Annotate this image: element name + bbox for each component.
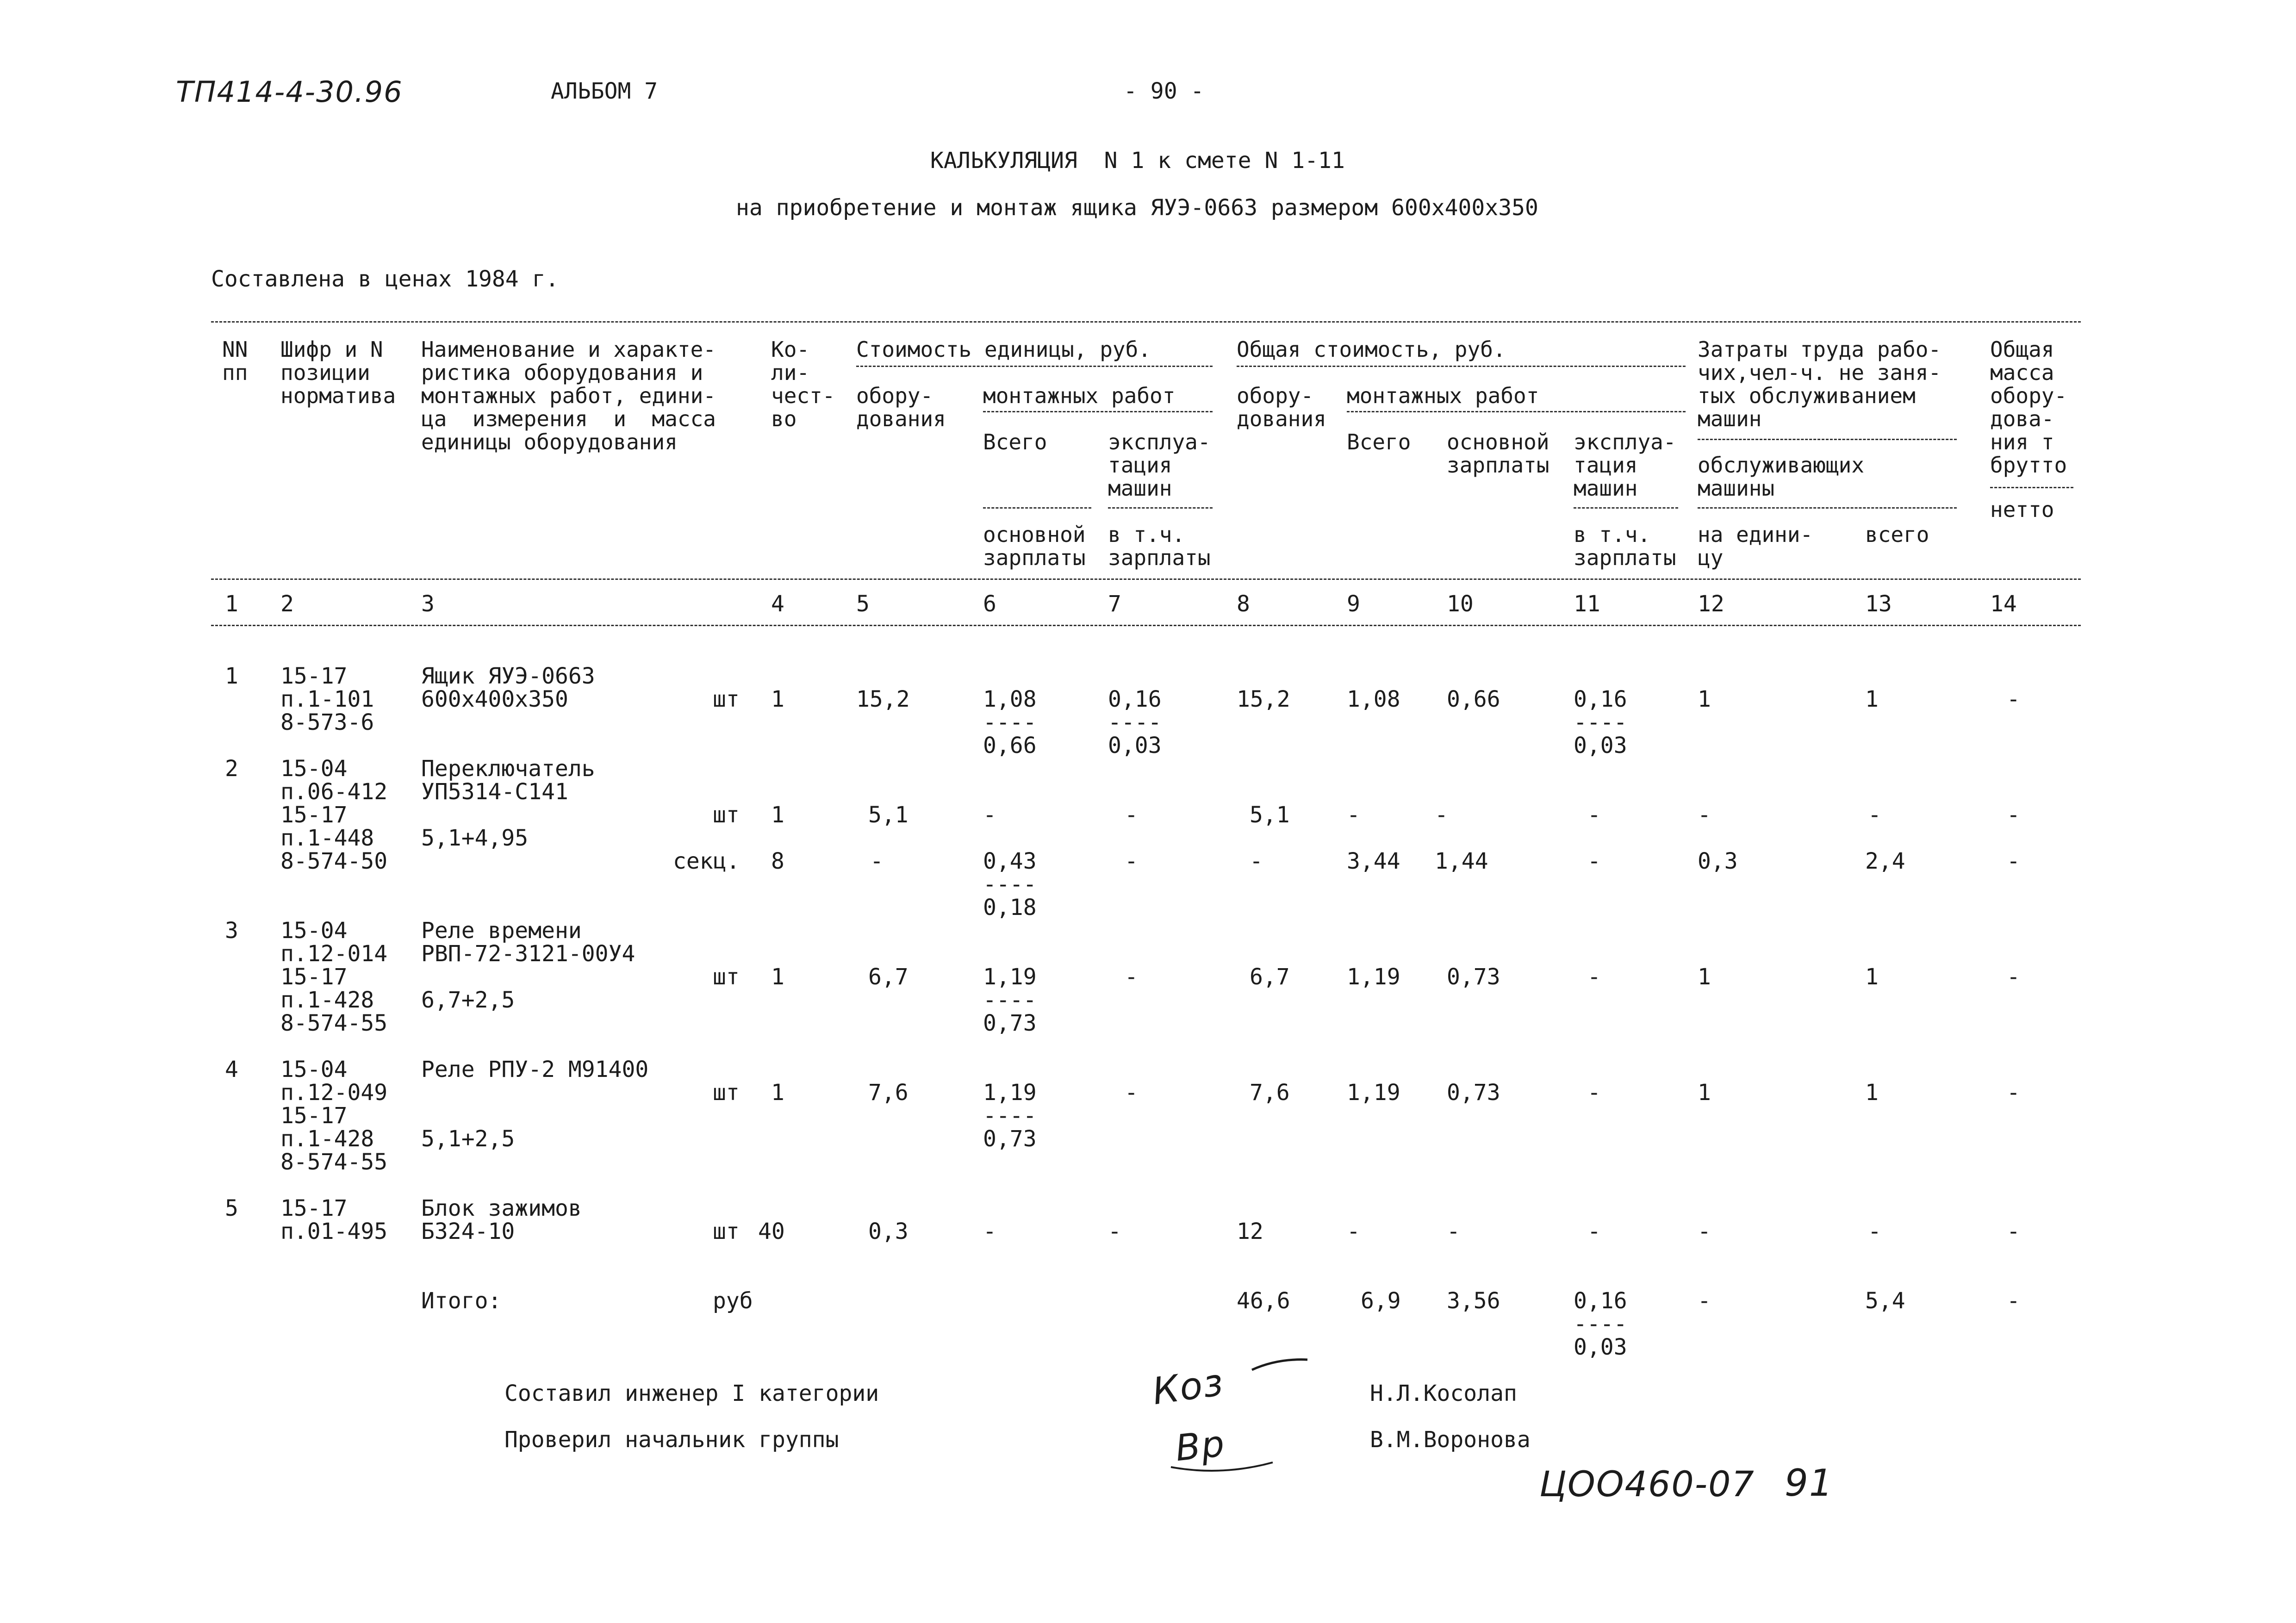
signature-2: Вр bbox=[1173, 1423, 1227, 1470]
frac-line: ---- bbox=[983, 987, 1037, 1013]
row-c6: - bbox=[983, 802, 996, 828]
row-code: 15-04 п.06-412 15-17 п.1-448 8-574-50 bbox=[280, 756, 388, 874]
colnum-9: 9 bbox=[1347, 591, 1360, 617]
row-qty: 1 bbox=[771, 1080, 784, 1106]
hdr-total-osn: основной зарплаты bbox=[1447, 429, 1549, 478]
row-c13: - bbox=[1868, 802, 1881, 828]
row-c8: 7,6 bbox=[1250, 1080, 1290, 1106]
calc-subtitle: на приобретение и монтаж ящика ЯУЭ-0663 размером 600x400x350 bbox=[736, 195, 1538, 221]
row-c11: - bbox=[1587, 802, 1601, 828]
composed-prices: Составлена в ценах 1984 г. bbox=[211, 266, 559, 292]
row-c12: 1 bbox=[1698, 964, 1711, 990]
colnum-4: 4 bbox=[771, 591, 784, 617]
total-c13: 5,4 bbox=[1865, 1288, 1905, 1314]
row-c14: - bbox=[2007, 1080, 2020, 1106]
hdr-unit-sub-rule-b bbox=[1108, 507, 1213, 509]
row-c9: 1,19 bbox=[1347, 1080, 1400, 1106]
row-name: Ящик ЯУЭ-0663 600x400x350 bbox=[421, 663, 595, 712]
hdr-total-expl: эксплуа- тация машин bbox=[1574, 429, 1676, 501]
hdr-total-cost-rule bbox=[1237, 366, 1686, 367]
frac-line: ---- bbox=[983, 871, 1037, 897]
row-qty: 1 bbox=[771, 964, 784, 990]
row-nn: 5 bbox=[225, 1195, 238, 1221]
total-label: Итого: bbox=[421, 1288, 502, 1314]
hdr-total-vtch: в т.ч. зарплаты bbox=[1574, 522, 1676, 570]
colnum-12: 12 bbox=[1698, 591, 1724, 617]
hdr-unit-expl: эксплуа- тация машин bbox=[1108, 429, 1211, 501]
signature-1-stroke bbox=[1250, 1356, 1310, 1374]
row-c12: 1 bbox=[1698, 686, 1711, 712]
row-qty: 40 bbox=[758, 1219, 785, 1244]
row-c11: - bbox=[1587, 1080, 1601, 1106]
doc-code: ТП414-4-30.96 bbox=[176, 75, 403, 109]
row-c5: 0,3 bbox=[868, 1219, 908, 1244]
row-c8: 12 bbox=[1237, 1219, 1263, 1244]
total-c11: 0,16 bbox=[1574, 1288, 1627, 1314]
hdr-unit-sub-rule-a bbox=[983, 507, 1091, 509]
hdr-unit-mont-rule bbox=[983, 411, 1213, 412]
row-c6: 1,19 bbox=[983, 1080, 1037, 1106]
row-c10: 0,73 bbox=[1447, 1080, 1500, 1106]
hdr-total-mont: монтажных работ bbox=[1347, 383, 1539, 408]
colnum-3: 3 bbox=[421, 591, 435, 617]
row-c5: - bbox=[870, 848, 884, 874]
row-c7: - bbox=[1125, 1080, 1138, 1106]
page-number: - 90 - bbox=[1124, 78, 1204, 104]
colnum-5: 5 bbox=[856, 591, 870, 617]
row-c10: 0,73 bbox=[1447, 964, 1500, 990]
row-c11-sub: 0,03 bbox=[1574, 733, 1627, 759]
colnum-bottom-rule bbox=[211, 625, 2081, 626]
album-label: АЛЬБОМ 7 bbox=[551, 78, 658, 104]
row-c11: - bbox=[1587, 848, 1601, 874]
row-c7: 0,16 bbox=[1108, 686, 1162, 712]
row-c5: 6,7 bbox=[868, 964, 908, 990]
hdr-bottom-rule bbox=[211, 578, 2081, 580]
row-c8: 6,7 bbox=[1250, 964, 1290, 990]
frac-line: ---- bbox=[1108, 709, 1162, 735]
row-unit: шт bbox=[713, 802, 740, 828]
row-c9: 1,08 bbox=[1347, 686, 1400, 712]
frac-line: ---- bbox=[983, 1103, 1037, 1129]
hdr-unit-vtch: в т.ч. зарплаты bbox=[1108, 522, 1211, 570]
total-c14: - bbox=[2007, 1288, 2020, 1314]
row-c13: 2,4 bbox=[1865, 848, 1905, 874]
row-c7-sub: 0,03 bbox=[1108, 733, 1162, 759]
hdr-qty: Ко- ли- чест- во bbox=[771, 337, 835, 431]
row-c6-sub: 0,18 bbox=[983, 895, 1037, 920]
row-c14: - bbox=[2007, 964, 2020, 990]
hdr-labor-rule-a bbox=[1698, 439, 1957, 440]
row-c12: 1 bbox=[1698, 1080, 1711, 1106]
checked-by-name: В.М.Воронова bbox=[1370, 1427, 1531, 1453]
hdr-labor-rule-b bbox=[1698, 507, 1957, 509]
hdr-mass-rule bbox=[1990, 487, 2073, 488]
row-nn: 2 bbox=[225, 756, 238, 782]
hdr-unit-mont: монтажных работ bbox=[983, 383, 1176, 408]
row-unit: секц. bbox=[673, 848, 740, 874]
row-c5: 5,1 bbox=[868, 802, 908, 828]
row-c6-sub: 0,66 bbox=[983, 733, 1037, 759]
total-c11-sub: 0,03 bbox=[1574, 1334, 1627, 1360]
row-c8: 15,2 bbox=[1237, 686, 1290, 712]
row-qty: 1 bbox=[771, 686, 784, 712]
row-mass-note: 6,7+2,5 bbox=[421, 987, 515, 1013]
hdr-mass: Общая масса обору- дова- ния т брутто bbox=[1990, 337, 2067, 478]
row-c6: 1,19 bbox=[983, 964, 1037, 990]
total-unit: руб bbox=[713, 1288, 753, 1314]
signature-2-stroke bbox=[1166, 1439, 1277, 1481]
row-c14: - bbox=[2007, 848, 2020, 874]
total-c10: 3,56 bbox=[1447, 1288, 1500, 1314]
row-c7: - bbox=[1125, 964, 1138, 990]
colnum-6: 6 bbox=[983, 591, 996, 617]
row-mass-note: 5,1+4,95 bbox=[421, 825, 529, 851]
hdr-total-mont-rule bbox=[1347, 411, 1686, 412]
row-c9: 3,44 bbox=[1347, 848, 1400, 874]
row-c10: - bbox=[1447, 1219, 1460, 1244]
row-name: Блок зажимов БЗ24-10 bbox=[421, 1195, 582, 1244]
row-mass-note: 5,1+2,5 bbox=[421, 1126, 515, 1152]
row-unit: шт bbox=[713, 1080, 740, 1106]
hdr-unit-cost: Стоимость единицы, руб. bbox=[856, 337, 1151, 362]
hdr-nn: NN пп bbox=[222, 337, 248, 385]
checked-by-label: Проверил начальник группы bbox=[504, 1427, 839, 1453]
row-c13: 1 bbox=[1865, 1080, 1879, 1106]
hdr-total-equip: обору- дования bbox=[1237, 383, 1326, 431]
hdr-labor-all: всего bbox=[1865, 522, 1929, 547]
hdr-total-sub-rule bbox=[1574, 507, 1678, 509]
row-c13: 1 bbox=[1865, 964, 1879, 990]
row-c7: - bbox=[1108, 1219, 1121, 1244]
row-c5: 15,2 bbox=[856, 686, 910, 712]
composed-by-name: Н.Л.Косолап bbox=[1370, 1380, 1517, 1406]
row-c5: 7,6 bbox=[868, 1080, 908, 1106]
row-c12: - bbox=[1698, 802, 1711, 828]
row-c7: - bbox=[1125, 848, 1138, 874]
hdr-total-all: Всего bbox=[1347, 429, 1411, 454]
row-name: Переключатель УП5314-С141 bbox=[421, 756, 595, 805]
hdr-name: Наименование и характе- ристика оборудования и монтажных работ, едини- ца измерения и масса единицы оборудования bbox=[421, 337, 716, 454]
row-nn: 3 bbox=[225, 918, 238, 944]
row-c10: - bbox=[1435, 802, 1448, 828]
inventory-number: ЦОО460-07 bbox=[1539, 1463, 1755, 1505]
row-name: Реле РПУ-2 М91400 bbox=[421, 1057, 649, 1082]
hdr-unit-equip: обору- дования bbox=[856, 383, 946, 431]
hdr-code: Шифр и N позиции норматива bbox=[280, 337, 396, 408]
calc-title: КАЛЬКУЛЯЦИЯ N 1 к смете N 1-11 bbox=[930, 148, 1345, 174]
row-code: 15-04 п.12-049 15-17 п.1-428 8-574-55 bbox=[280, 1057, 388, 1175]
total-c8: 46,6 bbox=[1237, 1288, 1290, 1314]
row-unit: шт bbox=[713, 686, 740, 712]
row-c6: - bbox=[983, 1219, 996, 1244]
row-c8: - bbox=[1250, 848, 1263, 874]
row-qty: 8 bbox=[771, 848, 784, 874]
hdr-unit-osn: основной зарплаты bbox=[983, 522, 1086, 570]
signature-1: Коз bbox=[1150, 1360, 1227, 1413]
row-c10: 0,66 bbox=[1447, 686, 1500, 712]
row-c13: - bbox=[1868, 1219, 1881, 1244]
composed-by-label: Составил инженер I категории bbox=[504, 1380, 879, 1406]
table-top-rule bbox=[211, 321, 2081, 323]
total-c9: 6,9 bbox=[1361, 1288, 1401, 1314]
row-c6: 1,08 bbox=[983, 686, 1037, 712]
row-code: 15-04 п.12-014 15-17 п.1-428 8-574-55 bbox=[280, 918, 388, 1036]
hdr-labor-unit: на едини- цу bbox=[1698, 522, 1813, 570]
total-c12: - bbox=[1698, 1288, 1711, 1314]
row-c12: 0,3 bbox=[1698, 848, 1738, 874]
row-code: 15-17 п.01-495 bbox=[280, 1195, 388, 1244]
frac-line: ---- bbox=[1574, 1311, 1627, 1337]
colnum-8: 8 bbox=[1237, 591, 1250, 617]
row-c11: 0,16 bbox=[1574, 686, 1627, 712]
row-c10: 1,44 bbox=[1435, 848, 1488, 874]
row-nn: 4 bbox=[225, 1057, 238, 1082]
row-c8: 5,1 bbox=[1250, 802, 1290, 828]
colnum-11: 11 bbox=[1574, 591, 1600, 617]
row-c11: - bbox=[1587, 964, 1601, 990]
row-c7: - bbox=[1125, 802, 1138, 828]
colnum-1: 1 bbox=[225, 591, 238, 617]
colnum-13: 13 bbox=[1865, 591, 1892, 617]
row-c6-sub: 0,73 bbox=[983, 1010, 1037, 1036]
row-c11: - bbox=[1587, 1219, 1601, 1244]
row-c6: 0,43 bbox=[983, 848, 1037, 874]
hdr-unit-cost-rule bbox=[856, 366, 1213, 367]
colnum-14: 14 bbox=[1990, 591, 2017, 617]
row-c9: 1,19 bbox=[1347, 964, 1400, 990]
colnum-10: 10 bbox=[1447, 591, 1474, 617]
hdr-mass-net: нетто bbox=[1990, 497, 2054, 522]
row-qty: 1 bbox=[771, 802, 784, 828]
colnum-7: 7 bbox=[1108, 591, 1121, 617]
row-c12: - bbox=[1698, 1219, 1711, 1244]
row-unit: шт bbox=[713, 964, 740, 990]
hdr-total-cost: Общая стоимость, руб. bbox=[1237, 337, 1506, 362]
hdr-unit-total: Всего bbox=[983, 429, 1047, 454]
row-c14: - bbox=[2007, 802, 2020, 828]
hdr-labor-serv: обслуживающих машины bbox=[1698, 453, 1865, 501]
row-nn: 1 bbox=[225, 663, 238, 689]
row-c14: - bbox=[2007, 686, 2020, 712]
row-c6-sub: 0,73 bbox=[983, 1126, 1037, 1152]
hdr-labor: Затраты труда рабо- чих,чел-ч. не заня- тых обслуживанием машин bbox=[1698, 337, 1941, 431]
row-c14: - bbox=[2007, 1219, 2020, 1244]
frac-line: ---- bbox=[983, 709, 1037, 735]
row-code: 15-17 п.1-101 8-573-6 bbox=[280, 663, 374, 735]
row-name: Реле времени РВП-72-3121-00У4 bbox=[421, 918, 635, 967]
row-c9: - bbox=[1347, 1219, 1360, 1244]
row-c13: 1 bbox=[1865, 686, 1879, 712]
colnum-2: 2 bbox=[280, 591, 294, 617]
row-c9: - bbox=[1347, 802, 1360, 828]
sheet-number: 91 bbox=[1785, 1461, 1834, 1505]
frac-line: ---- bbox=[1574, 709, 1627, 735]
row-unit: шт bbox=[713, 1219, 740, 1244]
